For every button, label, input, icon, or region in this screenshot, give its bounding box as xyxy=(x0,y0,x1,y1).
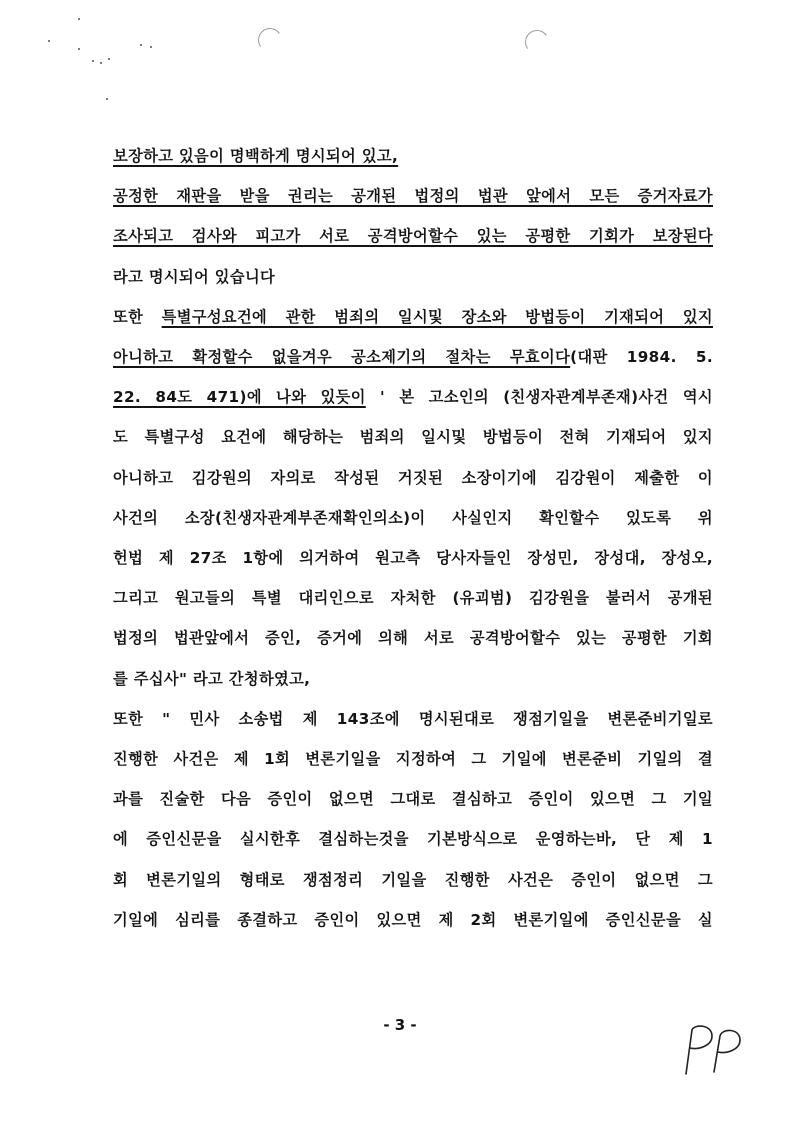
line-text: 도 특별구성 요건에 해당하는 범죄의 일시및 방법등이 전혀 기재되어 있지 xyxy=(113,428,713,447)
body-line xyxy=(113,266,713,288)
body-line xyxy=(113,828,713,850)
scan-speck xyxy=(106,98,108,100)
underlined-text: 아니하고 확정할수 없을겨우 공소제기의 절차는 무효이다 xyxy=(113,348,571,366)
body-line xyxy=(113,346,713,368)
line-text: 라고 명시되어 있습니다 xyxy=(113,267,276,286)
line-text: 또한 xyxy=(113,307,162,326)
body-line xyxy=(113,386,713,408)
scan-speck xyxy=(100,62,102,64)
signature-initials xyxy=(680,1022,760,1082)
body-line xyxy=(113,708,713,730)
body-line xyxy=(113,869,713,891)
punch-hole-mark xyxy=(523,28,551,56)
scan-speck xyxy=(78,48,80,50)
body-line xyxy=(113,145,713,167)
body-line xyxy=(113,788,713,810)
body-line xyxy=(113,306,713,328)
line-text: 과를 진술한 다음 증인이 없으면 그대로 결심하고 증인이 있으면 그 기일 xyxy=(113,790,713,809)
line-text: 사건의 소장(친생자관계부존재확인의소)이 사실인지 확인할수 있도록 위 xyxy=(113,508,713,527)
underlined-text: 조사되고 검사와 피고가 서로 공격방어할수 있는 공평한 기회가 보장된다 xyxy=(113,227,713,246)
line-text: 법정의 법관앞에서 증인, 증거에 의해 서로 공격방어할수 있는 공평한 기회 xyxy=(113,629,713,648)
scan-speck xyxy=(78,18,80,20)
scan-speck xyxy=(92,60,94,62)
body-line xyxy=(113,225,713,247)
body-line xyxy=(113,627,713,649)
line-text: 헌법 제 27조 1항에 의거하여 원고측 당사자들인 장성민, 장성대, 장성오, xyxy=(113,549,713,567)
body-line xyxy=(113,547,713,569)
line-text: 를 주십사" 라고 간청하였고, xyxy=(113,669,311,688)
line-text: 진행한 사건은 제 1회 변론기일을 지정하여 그 기일에 변론준비 기일의 결 xyxy=(113,750,713,768)
body-line xyxy=(113,909,713,931)
scan-speck xyxy=(140,44,142,46)
page-number: - 3 - xyxy=(383,1016,417,1034)
line-text: ' 본 고소인의 (친생자관계부존재)사건 역시 xyxy=(365,388,713,407)
body-line xyxy=(113,467,713,489)
body-line xyxy=(113,748,713,770)
underlined-text: 특별구성요건에 관한 범죄의 일시및 장소와 방법등이 기재되어 있지 xyxy=(161,307,713,326)
line-text: 그리고 원고들의 특별 대리인으로 자처한 (유괴범) 김강원을 불러서 공개된 xyxy=(113,589,713,608)
underlined-text: 공정한 재판을 받을 권리는 공개된 법정의 법관 앞에서 모든 증거자료가 xyxy=(113,187,713,206)
body-line xyxy=(113,507,713,529)
scan-speck xyxy=(48,40,50,42)
scan-speck xyxy=(150,46,152,48)
line-text: 에 증인신문을 실시한후 결심하는것을 기본방식으로 운영하는바, 단 제 1 xyxy=(113,830,713,849)
line-text: 또한 " 민사 소송법 제 143조에 명시된대로 쟁점기일을 변론준비기일로 xyxy=(113,709,713,728)
underlined-text: 22. 84도 471)에 나와 있듯이 xyxy=(113,388,366,407)
line-text: (대판 1984. 5. xyxy=(570,348,713,366)
body-line xyxy=(113,185,713,207)
body-line xyxy=(113,668,713,690)
line-text: 기일에 심리를 종결하고 증인이 있으면 제 2회 변론기일에 증인신문을 실 xyxy=(113,910,713,929)
body-line xyxy=(113,426,713,448)
line-text: 아니하고 김강원의 자의로 작성된 거짓된 소장이기에 김강원이 제출한 이 xyxy=(113,468,713,487)
underlined-text: 보장하고 있음이 명백하게 명시되어 있고, xyxy=(113,147,399,165)
line-text: 회 변론기일의 형태로 쟁점정리 기일을 진행한 사건은 증인이 없으면 그 xyxy=(113,870,713,889)
scan-speck xyxy=(108,58,110,60)
punch-hole-mark xyxy=(256,26,284,54)
body-line xyxy=(113,587,713,609)
